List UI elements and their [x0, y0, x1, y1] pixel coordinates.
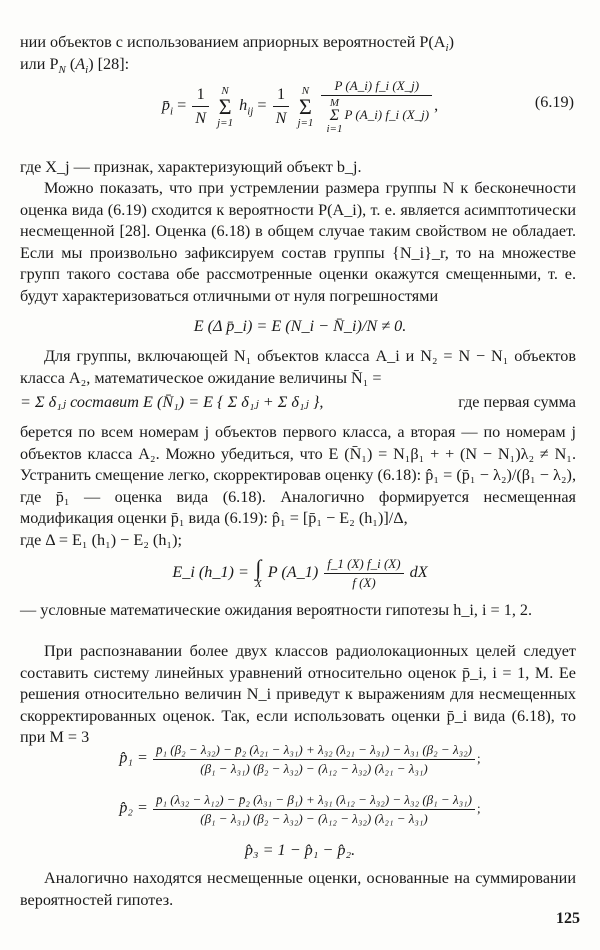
- integral-sign: ∫: [255, 554, 262, 580]
- eq-h: h: [239, 96, 248, 115]
- paragraph-conclusion: [20, 868, 576, 911]
- equation-label: (6.19): [534, 93, 574, 111]
- inner-sum-upper: M: [329, 97, 340, 109]
- page-number: 125: [556, 910, 580, 927]
- eq-comma: ,: [434, 96, 439, 115]
- eq-lhs: p̄: [161, 96, 170, 115]
- p1-hat-num: p̄₁ (β₂ − λ₃₂) − p̄₂ (λ₂₁ − λ₃₁) + λ₃₂ (λ₂₁ − λ₃₁) − λ₃₁ (β₂ − λ₃₂): [153, 742, 475, 760]
- p2-hat-den: (β₁ − λ₃₁) (β₂ − λ₃₂) − (λ₁₂ − λ₃₂) (λ₂₁ − λ₃₁): [200, 811, 428, 826]
- paragraph-asymptotic: [20, 178, 576, 307]
- hypothesis-text: — условные математические ожидания вероятности гипотезы h_i, i = 1, 2.: [20, 601, 533, 619]
- p2-hat-semicolon: ;: [476, 800, 481, 816]
- p1-hat-den: (β₁ − λ₃₁) (β₂ − λ₃₂) − (λ₁₂ − λ₃₂) (λ₂₁ − λ₃₁): [200, 761, 428, 776]
- conclusion-text: Аналогично находятся несмещенные оценки, основанные на суммировании вероятностей гипотез.: [20, 869, 576, 909]
- p1-hat-semicolon: ;: [476, 750, 481, 766]
- eq-frac-num: 1: [192, 84, 209, 108]
- first-sum-note: где первая сумма: [458, 393, 576, 411]
- paragraph-intro: нии объектов с использованием априорных вероятностей $P(A_i)$ или $P_N$ $(A_i)$ [28]:: [20, 33, 454, 76]
- equation-p3-hat: [0, 840, 600, 862]
- two-classes-intro: Для группы, включающей N₁ объектов класса A_i и N₂ = N − N₁ объектов класса A₂, математическое ожидание величины N̄₁ =: [20, 347, 576, 387]
- equation-p1-hat: [0, 742, 600, 777]
- ei-num: f_1 (X) f_i (X): [324, 556, 403, 574]
- posterior-den: P (A_i) f_i (X_j): [344, 106, 430, 122]
- eq-frac-den: N: [195, 109, 207, 127]
- eq-posterior-frac: P (A_i) f_i (X_j) M Σ i=1P (A_i) f_i (X_j): [321, 78, 432, 135]
- sum-upper: N: [221, 84, 229, 97]
- delta-definition: где Δ = E₁ (h₁) − E₂ (h₁);: [20, 530, 182, 549]
- ei-prior: P (A_1): [267, 563, 319, 582]
- equation-p2-hat: [0, 792, 600, 827]
- sum-operator-2: N Σ j=1: [297, 84, 314, 129]
- paragraph-two-classes: [20, 346, 576, 389]
- paragraph-multiclass: [20, 641, 576, 749]
- asymptotic-text: Можно показать, что при устремлении размера группы N к бесконечности оценка вида (6.19) сходится к вероятности P(A_i), т. е. является асимптотически несмещенной [28]. Оценка (6.18) в общем случае таким свойством не обладает. Если мы произвольно зафиксируем состав группы {N_i}_r, то на множестве групп такого состава обе рассмотренные оценки окажутся смещенными, т. е. будут характеризоваться отличными от нуля погрешностями: [20, 179, 576, 305]
- eq-frac-1-over-N-2: $\frac{1}{N}$: [273, 84, 290, 130]
- correction-text: берется по всем номерам j объектов первого класса, а вторая — по номерам j объектов класса A₂. Можно убедиться, что E (N̄₁) = N₁β₁ + + (N − N₁)λ₂ ≠ N₁. Устранить смещение легко, скорректировав оценку (6.18): p̂₁ = (p̄₁ − λ₂)/(β₁ − λ₂), где p̄₁ — оценка вида (6.18). Аналогично формируется несмещенная модификация оценки p̄₁ вида (6.19): p̂₁ = [p̄₁ − E₂ (h₁)]/Δ,: [20, 423, 576, 527]
- intro-line: нии объектов с использованием априорных вероятностей P(A: [20, 33, 446, 51]
- integral-domain: X: [254, 577, 262, 590]
- reference-28: [28]:: [97, 54, 130, 73]
- intro-or: или P: [20, 54, 59, 73]
- paragraph-correction: [20, 422, 576, 551]
- p2-hat-num: p̄₁ (λ₃₂ − λ₁₂) − p̄₂ (λ₃₁ − β₁) + λ₃₁ (λ₁₂ − λ₃₂) − λ₃₂ (β₁ − λ₃₁): [153, 792, 475, 810]
- p1-hat-lhs: p̂₁ =: [119, 749, 148, 767]
- ei-dx: dX: [409, 563, 428, 582]
- integral-operator: [254, 554, 262, 590]
- eq-frac-1-over-N: [192, 84, 209, 130]
- equation-conditional-expectation: [0, 556, 600, 591]
- p1-hat-frac: [153, 742, 475, 777]
- p2-hat-lhs: p̂₂ =: [119, 799, 148, 817]
- feature-text: где X_j — признак, характеризующий объект b_j.: [20, 158, 362, 176]
- p3-hat-formula: p̂₃ = 1 − p̂₁ − p̂₂.: [244, 841, 356, 859]
- inner-sum-lower: i=1: [326, 123, 343, 135]
- paragraph-feature: [20, 157, 576, 179]
- posterior-num: P (A_i) f_i (X_j): [321, 78, 432, 96]
- ei-frac: [324, 556, 403, 591]
- p2-hat-frac: [153, 792, 475, 827]
- expectation-sum: = Σ δ₁ⱼ составит E (N̄₁) = E { Σ δ₁ⱼ + Σ δ₁ⱼ },: [20, 393, 324, 411]
- bias-formula: E (Δ p̄_i) = E (N_i − N̄_i)/N ≠ 0.: [193, 317, 407, 335]
- paragraph-expectation-line: [20, 392, 576, 414]
- equation-6-19: $p̄_i$ = $\frac{1}{N}$ N Σ j=1 $h_{ij}$ = $\frac{1}{N}$ N Σ j=1 P (A_i) f_i (X_j) M Σ i=1P (A_i) f_i (X_j) , (6.19): [161, 78, 574, 135]
- equation-bias: [0, 316, 600, 338]
- paragraph-hypothesis: [20, 600, 576, 622]
- ei-lhs: E_i (h_1) =: [172, 563, 249, 582]
- multiclass-text: При распознавании более двух классов радиолокационных целей следует составить систему линейных уравнений относительно оценок p̄_i, i = 1, M. Ее решения относительно величин N_i приведут к выражениям для несмещенных скорректированных оценок. Так, если использовать оценки p̄_i вида (6.18), то при M = 3: [20, 642, 576, 746]
- sum-operator: N Σ j=1: [217, 84, 234, 129]
- sum-lower: j=1: [217, 116, 234, 129]
- ei-den: f (X): [352, 575, 376, 590]
